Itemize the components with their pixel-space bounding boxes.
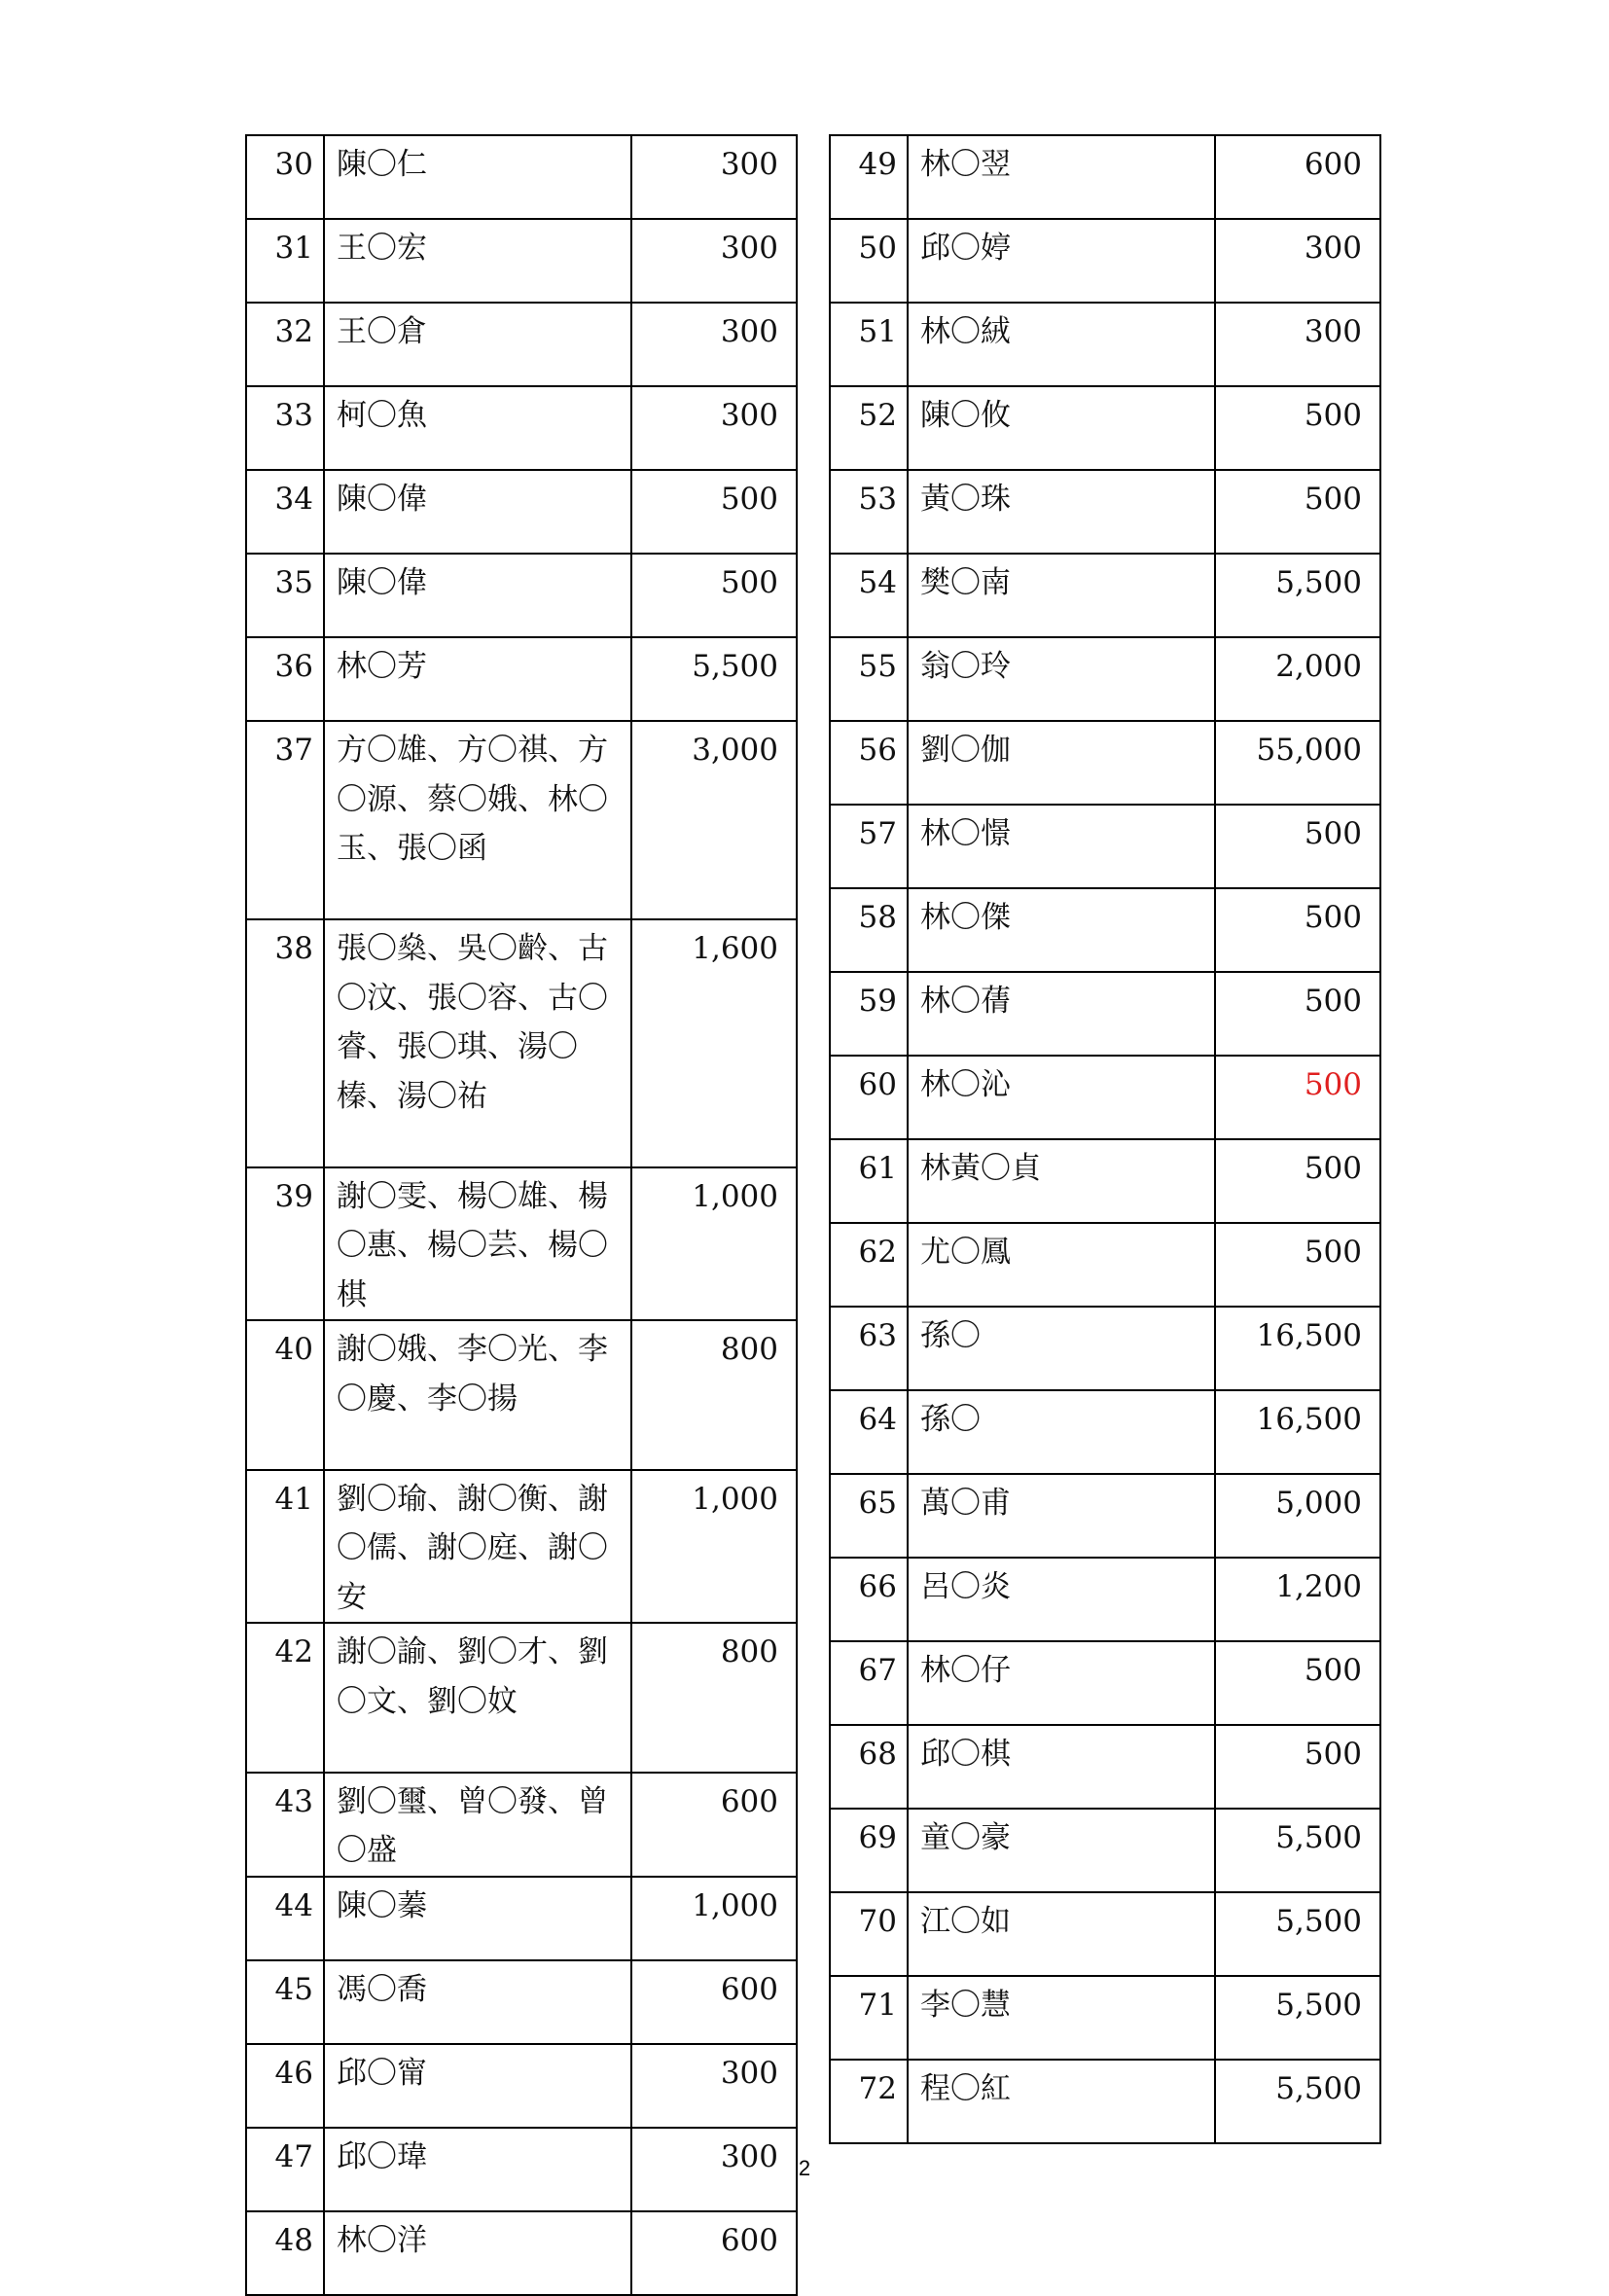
donor-row bbox=[830, 972, 1380, 1056]
row-number: 72 bbox=[830, 2060, 908, 2143]
donor-name: 林〇憬 bbox=[908, 805, 1215, 888]
row-number: 31 bbox=[246, 219, 324, 303]
donation-amount: 300 bbox=[631, 2128, 797, 2211]
row-number: 51 bbox=[830, 303, 908, 386]
donor-row bbox=[830, 1139, 1380, 1223]
donor-row bbox=[246, 919, 797, 1167]
donor-name: 童〇豪 bbox=[908, 1809, 1215, 1892]
donor-name: 馮〇喬 bbox=[324, 1960, 631, 2044]
donor-row bbox=[246, 721, 797, 919]
donor-row bbox=[830, 1641, 1380, 1725]
donor-row bbox=[246, 1320, 797, 1470]
row-number: 38 bbox=[246, 919, 324, 1167]
donor-row bbox=[830, 637, 1380, 721]
row-number: 65 bbox=[830, 1474, 908, 1558]
row-number: 69 bbox=[830, 1809, 908, 1892]
donor-name: 劉〇璽、曾〇發、曾〇盛 bbox=[324, 1773, 631, 1877]
donor-name: 謝〇雯、楊〇雄、楊〇惠、楊〇芸、楊〇棋 bbox=[324, 1167, 631, 1321]
donation-amount: 500 bbox=[631, 554, 797, 637]
donor-row bbox=[246, 1167, 797, 1321]
row-number: 71 bbox=[830, 1976, 908, 2060]
donation-amount: 5,500 bbox=[1215, 554, 1380, 637]
donor-name: 林〇仔 bbox=[908, 1641, 1215, 1725]
donor-name: 方〇雄、方〇祺、方〇源、蔡〇娥、林〇玉、張〇函 bbox=[324, 721, 631, 919]
donation-amount: 1,200 bbox=[1215, 1558, 1380, 1641]
row-number: 55 bbox=[830, 637, 908, 721]
donor-name: 林〇傑 bbox=[908, 888, 1215, 972]
donor-row bbox=[246, 219, 797, 303]
donor-name: 林〇洋 bbox=[324, 2211, 631, 2295]
donor-row bbox=[830, 721, 1380, 805]
donor-row bbox=[246, 554, 797, 637]
donor-row bbox=[830, 1307, 1380, 1390]
donation-amount: 800 bbox=[631, 1320, 797, 1470]
row-number: 60 bbox=[830, 1056, 908, 1139]
donation-amount: 5,000 bbox=[1215, 1474, 1380, 1558]
donor-name: 林黃〇貞 bbox=[908, 1139, 1215, 1223]
row-number: 30 bbox=[246, 135, 324, 219]
donor-name: 邱〇婷 bbox=[908, 219, 1215, 303]
donation-amount: 16,500 bbox=[1215, 1390, 1380, 1474]
donation-amount: 5,500 bbox=[1215, 1892, 1380, 1976]
row-number: 37 bbox=[246, 721, 324, 919]
row-number: 40 bbox=[246, 1320, 324, 1470]
donation-amount: 300 bbox=[1215, 303, 1380, 386]
donor-name: 陳〇偉 bbox=[324, 470, 631, 554]
donor-row bbox=[830, 1809, 1380, 1892]
row-number: 36 bbox=[246, 637, 324, 721]
donor-row bbox=[830, 135, 1380, 219]
row-number: 41 bbox=[246, 1470, 324, 1624]
row-number: 52 bbox=[830, 386, 908, 470]
donor-name: 翁〇玲 bbox=[908, 637, 1215, 721]
donor-name: 邱〇棋 bbox=[908, 1725, 1215, 1809]
row-number: 47 bbox=[246, 2128, 324, 2211]
donor-name: 林〇絨 bbox=[908, 303, 1215, 386]
donation-amount: 5,500 bbox=[1215, 2060, 1380, 2143]
row-number: 54 bbox=[830, 554, 908, 637]
row-number: 46 bbox=[246, 2044, 324, 2128]
row-number: 57 bbox=[830, 805, 908, 888]
donation-amount: 5,500 bbox=[1215, 1976, 1380, 2060]
row-number: 53 bbox=[830, 470, 908, 554]
donor-name: 王〇宏 bbox=[324, 219, 631, 303]
donation-amount: 500 bbox=[1215, 888, 1380, 972]
row-number: 45 bbox=[246, 1960, 324, 2044]
row-number: 67 bbox=[830, 1641, 908, 1725]
row-number: 42 bbox=[246, 1623, 324, 1773]
donor-row bbox=[246, 1773, 797, 1877]
donor-name: 陳〇仁 bbox=[324, 135, 631, 219]
row-number: 39 bbox=[246, 1167, 324, 1321]
donor-name: 陳〇攸 bbox=[908, 386, 1215, 470]
row-number: 48 bbox=[246, 2211, 324, 2295]
donation-amount: 1,000 bbox=[631, 1470, 797, 1624]
donor-row bbox=[246, 1623, 797, 1773]
donation-amount: 500 bbox=[1215, 1139, 1380, 1223]
donor-name: 黃〇珠 bbox=[908, 470, 1215, 554]
donor-table-left bbox=[245, 134, 798, 2296]
donation-amount: 3,000 bbox=[631, 721, 797, 919]
donor-row bbox=[246, 1960, 797, 2044]
donation-amount: 600 bbox=[631, 1960, 797, 2044]
donor-row bbox=[830, 2060, 1380, 2143]
donor-name: 劉〇瑜、謝〇衡、謝〇儒、謝〇庭、謝〇安 bbox=[324, 1470, 631, 1624]
donor-name: 樊〇南 bbox=[908, 554, 1215, 637]
donor-row bbox=[830, 386, 1380, 470]
donor-row bbox=[830, 1976, 1380, 2060]
row-number: 43 bbox=[246, 1773, 324, 1877]
donor-table-right-body bbox=[830, 135, 1380, 2143]
donor-name: 王〇倉 bbox=[324, 303, 631, 386]
donor-name: 劉〇伽 bbox=[908, 721, 1215, 805]
row-number: 32 bbox=[246, 303, 324, 386]
donor-row bbox=[830, 303, 1380, 386]
donor-name: 柯〇魚 bbox=[324, 386, 631, 470]
donation-amount: 300 bbox=[631, 386, 797, 470]
donation-amount: 500 bbox=[1215, 1223, 1380, 1307]
donor-name: 陳〇蓁 bbox=[324, 1877, 631, 1960]
donor-row bbox=[830, 219, 1380, 303]
row-number: 35 bbox=[246, 554, 324, 637]
donation-amount: 500 bbox=[631, 470, 797, 554]
donation-amount: 1,000 bbox=[631, 1877, 797, 1960]
donor-row bbox=[246, 135, 797, 219]
row-number: 50 bbox=[830, 219, 908, 303]
donor-row bbox=[830, 888, 1380, 972]
donation-amount: 1,000 bbox=[631, 1167, 797, 1321]
row-number: 61 bbox=[830, 1139, 908, 1223]
donor-name: 謝〇諭、劉〇才、劉〇文、劉〇妏 bbox=[324, 1623, 631, 1773]
donation-amount: 500 bbox=[1215, 1641, 1380, 1725]
donor-name: 孫〇 bbox=[908, 1390, 1215, 1474]
donation-amount: 500 bbox=[1215, 1056, 1380, 1139]
donation-amount: 500 bbox=[1215, 972, 1380, 1056]
row-number: 63 bbox=[830, 1307, 908, 1390]
donor-table-right bbox=[829, 134, 1381, 2144]
donation-amount: 500 bbox=[1215, 805, 1380, 888]
donor-row bbox=[830, 1725, 1380, 1809]
donor-name: 邱〇瑋 bbox=[324, 2128, 631, 2211]
donor-name: 萬〇甫 bbox=[908, 1474, 1215, 1558]
donor-row bbox=[830, 554, 1380, 637]
donor-table-left-body bbox=[246, 135, 797, 2295]
donation-amount: 5,500 bbox=[631, 637, 797, 721]
donation-amount: 55,000 bbox=[1215, 721, 1380, 805]
row-number: 56 bbox=[830, 721, 908, 805]
donor-row bbox=[246, 2211, 797, 2295]
donor-row bbox=[830, 1558, 1380, 1641]
donation-amount: 800 bbox=[631, 1623, 797, 1773]
row-number: 49 bbox=[830, 135, 908, 219]
donor-name: 林〇翌 bbox=[908, 135, 1215, 219]
donor-name: 孫〇 bbox=[908, 1307, 1215, 1390]
donation-amount: 600 bbox=[631, 1773, 797, 1877]
donation-amount: 16,500 bbox=[1215, 1307, 1380, 1390]
row-number: 58 bbox=[830, 888, 908, 972]
donation-amount: 500 bbox=[1215, 386, 1380, 470]
row-number: 64 bbox=[830, 1390, 908, 1474]
row-number: 59 bbox=[830, 972, 908, 1056]
donation-amount: 300 bbox=[1215, 219, 1380, 303]
page-number: 2 bbox=[798, 2156, 811, 2180]
donor-row bbox=[830, 1056, 1380, 1139]
donation-amount: 300 bbox=[631, 2044, 797, 2128]
row-number: 68 bbox=[830, 1725, 908, 1809]
donation-amount: 5,500 bbox=[1215, 1809, 1380, 1892]
donor-name: 林〇蒨 bbox=[908, 972, 1215, 1056]
donor-row bbox=[246, 303, 797, 386]
row-number: 62 bbox=[830, 1223, 908, 1307]
donor-name: 李〇慧 bbox=[908, 1976, 1215, 2060]
donation-amount: 600 bbox=[631, 2211, 797, 2295]
donor-name: 陳〇偉 bbox=[324, 554, 631, 637]
donation-amount: 500 bbox=[1215, 470, 1380, 554]
donor-row bbox=[830, 805, 1380, 888]
donation-amount: 300 bbox=[631, 219, 797, 303]
row-number: 66 bbox=[830, 1558, 908, 1641]
donor-row bbox=[246, 1470, 797, 1624]
donor-row bbox=[830, 470, 1380, 554]
row-number: 44 bbox=[246, 1877, 324, 1960]
donor-row bbox=[830, 1474, 1380, 1558]
donor-name: 張〇燊、吳〇齡、古〇汶、張〇容、古〇睿、張〇琪、湯〇榛、湯〇祐 bbox=[324, 919, 631, 1167]
donor-name: 林〇芳 bbox=[324, 637, 631, 721]
donation-amount: 300 bbox=[631, 303, 797, 386]
donor-row bbox=[246, 470, 797, 554]
donation-amount: 300 bbox=[631, 135, 797, 219]
donor-row bbox=[830, 1390, 1380, 1474]
donor-row bbox=[246, 386, 797, 470]
donor-row bbox=[246, 1877, 797, 1960]
donation-amount: 600 bbox=[1215, 135, 1380, 219]
donation-amount: 2,000 bbox=[1215, 637, 1380, 721]
donor-row bbox=[246, 637, 797, 721]
donor-name: 尤〇鳳 bbox=[908, 1223, 1215, 1307]
donor-row bbox=[246, 2044, 797, 2128]
donor-name: 邱〇甯 bbox=[324, 2044, 631, 2128]
row-number: 34 bbox=[246, 470, 324, 554]
donation-amount: 1,600 bbox=[631, 919, 797, 1167]
donor-name: 呂〇炎 bbox=[908, 1558, 1215, 1641]
row-number: 33 bbox=[246, 386, 324, 470]
donor-name: 江〇如 bbox=[908, 1892, 1215, 1976]
donation-amount: 500 bbox=[1215, 1725, 1380, 1809]
row-number: 70 bbox=[830, 1892, 908, 1976]
donor-name: 林〇沁 bbox=[908, 1056, 1215, 1139]
donor-row bbox=[830, 1892, 1380, 1976]
donor-row bbox=[830, 1223, 1380, 1307]
donor-name: 程〇紅 bbox=[908, 2060, 1215, 2143]
donor-name: 謝〇娥、李〇光、李〇慶、李〇揚 bbox=[324, 1320, 631, 1470]
